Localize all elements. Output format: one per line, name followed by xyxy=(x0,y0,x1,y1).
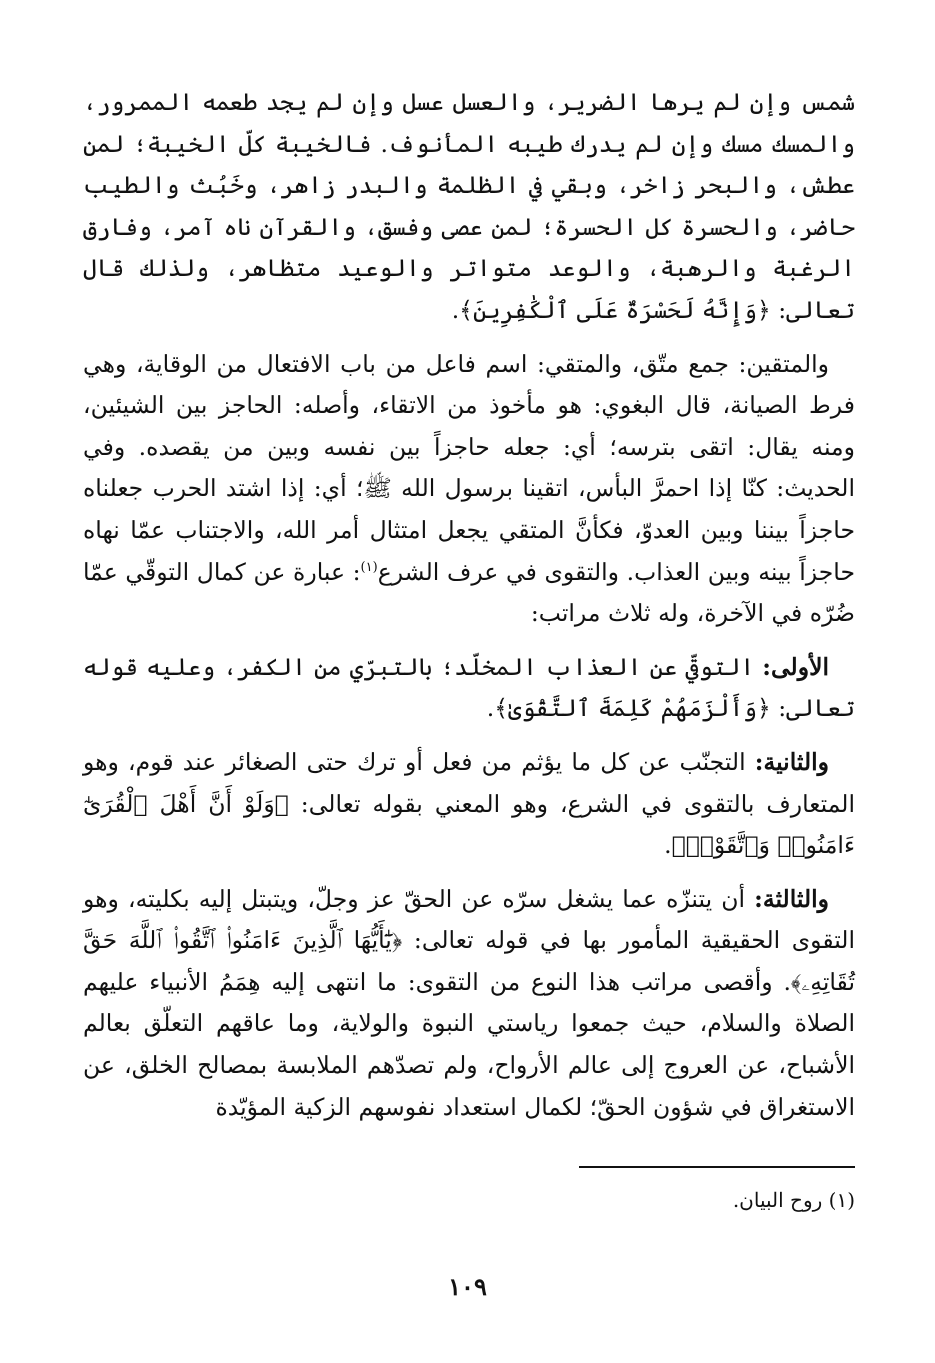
paragraph-3-text: التوقّي عن العذاب المخلّد؛ بالتبرّي من الكفر، وعليه قوله تعالى: xyxy=(83,652,855,723)
footnote-number: (١) xyxy=(828,1188,855,1212)
footnote-reference: (١) xyxy=(360,559,378,575)
paragraph-4 xyxy=(83,742,855,867)
rank-one-heading: الأولى: xyxy=(762,652,829,681)
paragraph-1-end: . xyxy=(451,295,460,324)
footnote-divider xyxy=(579,1166,855,1168)
quran-quote-3: ﴿وَلَوْ أَنَّ أَهْلَ ٱلْقُرَىٰٓ ءَامَنُوا۟ وَٱتَّقَوْا۟﴾ xyxy=(83,789,855,860)
paragraph-5-text: أن يتنزّه عما يشغل سرّه عن الحقّ عز وجلّ، ويتبتل إليه بكليته، وهو التقوى الحقيقية المأمور بها في قوله تعالى: xyxy=(83,884,855,955)
footnote-text: روح البيان. xyxy=(732,1188,823,1212)
paragraph-2-text-cont: : عبارة عن كمال التوقّي عمّا ضُرّه في الآخرة، وله ثلاث مراتب: xyxy=(83,557,855,628)
paragraph-3 xyxy=(83,647,855,730)
paragraph-2-text: والمتقين: جمع متّق، والمتقي: اسم فاعل من باب الافتعال من الوقاية، وهي فرط الصيانة، قال البغوي: هو مأخوذ من الاتقاء، وأصله: الحاجز بين الشيئين، ومنه يقال: اتقى بترسه؛ أي: جعله حاجزاً بين نفسه وبين من يقصده. وفي الحديث: كنّا إذا احمرَّ البأس، اتقينا برسول الله ﷺ؛ أي: إذا اشتد الحرب جعلناه حاجزاً بيننا وبين العدوّ، فكأنَّ المتقي يجعل امتثال أمر الله، والاجتناب عمّا نهاه حاجزاً بينه وبين العذاب. والتقوى في عرف الشرع xyxy=(83,349,855,586)
paragraph-5-end: . وأقصى مراتب هذا النوع من التقوى: ما انتهى إليه هِمَمُ الأنبياء عليهم الصلاة والسلام، حيث جمعوا رياستي النبوة والولاية، وما عاقهم التعلّق بعالم الأشباح، عن العروج إلى عالم الأرواح، ولم تصدّهم الملابسة بمصالح الخلق، عن الاستغراق في شؤون الحقّ؛ لكمال استعداد نفوسهم الزكية المؤيّدة xyxy=(83,967,855,1121)
rank-three-heading: والثالثة: xyxy=(754,884,829,913)
paragraph-5 xyxy=(83,879,855,1129)
paragraph-2 xyxy=(83,344,855,635)
rank-two-heading: والثانية: xyxy=(754,747,829,776)
quran-quote-1: ﴿وَإِنَّهُ لَحَسْرَةٌ عَلَى ٱلْكَٰفِرِينَ﴾ xyxy=(459,295,771,324)
paragraph-1-text: شمس وإن لم يرها الضرير، والعسل عسل وإن لم يجد طعمه الممرور، والمسك مسك وإن لم يدرك طيبه المأنوف. فالخيبة كلّ الخيبة؛ لمن عطش، والبحر زاخر، وبقي في الظلمة والبدر زاهر، وخَبُث والطيب حاضر، والحسرة كل الحسرة؛ لمن عصى وفسق، والقرآن ناه آمر، وفارق الرغبة والرهبة، والوعد متواتر والوعيد متظاهر، ولذلك قال تعالى: xyxy=(83,88,855,324)
quran-quote-4: ﴿يَٰٓأَيُّهَا ٱلَّذِينَ ءَامَنُوا۟ ٱتَّقُوا۟ ٱللَّهَ حَقَّ تُقَاتِهِۦ﴾ xyxy=(83,926,855,996)
paragraph-4-end: . xyxy=(664,831,672,860)
footnote xyxy=(83,1184,855,1216)
paragraph-1 xyxy=(83,82,855,332)
page-number: ١٠٩ xyxy=(448,1272,487,1301)
paragraph-4-text: التجنّب عن كل ما يؤثم من فعل أو ترك حتى الصغائر عند قوم، وهو المتعارف بالتقوى في الشرع، وهو المعني بقوله تعالى: xyxy=(83,747,855,818)
quran-quote-2: ﴿وَأَلْزَمَهُمْ كَلِمَةَ ٱلتَّقْوَىٰ﴾ xyxy=(494,694,771,723)
paragraph-3-end: . xyxy=(486,694,495,723)
main-text xyxy=(83,82,855,1140)
